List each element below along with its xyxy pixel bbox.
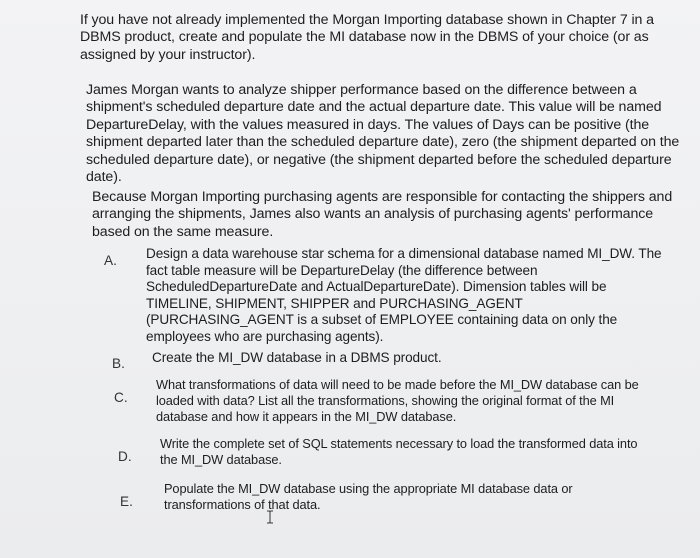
task-line: Design a data warehouse star schema for a dimensional database named MI_DW. The xyxy=(146,246,662,261)
scenario-line: James Morgan wants to analyze shipper performance based on the difference between a xyxy=(86,82,637,98)
task-a-marker: A. xyxy=(104,253,117,268)
task-line: Write the complete set of SQL statements necessary to load the transformed data into xyxy=(160,436,638,451)
task-line: the MI_DW database. xyxy=(160,452,282,467)
task-line: employees who are purchasing agents). xyxy=(146,328,384,344)
text-cursor-icon xyxy=(265,510,275,524)
task-c-marker: C. xyxy=(114,390,128,405)
task-line: fact table measure will be DepartureDelay (the difference between xyxy=(146,262,538,278)
task-line: transformations of that data. xyxy=(164,497,321,512)
intro-paragraph xyxy=(80,12,680,64)
task-line: database and how it appears in the MI_DW database. xyxy=(156,409,457,424)
scenario-line: shipment departed later than the scheduled departure date), zero (the shipment departed on the xyxy=(86,134,680,151)
task-line: (PURCHASING_AGENT is a subset of EMPLOYEE containing data on only the xyxy=(146,312,618,328)
intro-line: assigned by your instructor). xyxy=(80,46,256,63)
task-line: loaded with data? List all the transformations, showing the original format of the MI xyxy=(156,393,615,408)
scenario-line: DepartureDelay, with the values measured in days. The values of Days can be positive (the xyxy=(86,116,650,133)
task-a-text xyxy=(146,246,686,346)
task-line: Populate the MI_DW database using the appropriate MI database data or xyxy=(164,481,573,496)
task-line: What transformations of data will need to be made before the MI_DW database can be xyxy=(156,377,639,392)
scenario-line: scheduled departure date), or negative (the shipment departed before the scheduled departure xyxy=(86,151,672,168)
task-b-text xyxy=(152,350,672,367)
agents-paragraph xyxy=(92,189,682,241)
task-b-marker: B. xyxy=(112,356,125,371)
scenario-line: date). xyxy=(86,169,122,186)
intro-line: DBMS product, create and populate the MI database now in the DBMS of your choice (or as xyxy=(80,29,649,46)
task-line: TIMELINE, SHIPMENT, SHIPPER and PURCHASING_AGENT xyxy=(146,295,523,311)
task-d-text xyxy=(160,436,660,468)
agents-line: Because Morgan Importing purchasing agents are responsible for contacting the shippers and xyxy=(92,189,673,205)
task-e-marker: E. xyxy=(120,494,133,509)
scenario-paragraph xyxy=(86,82,686,186)
task-line: Create the MI_DW database in a DBMS product. xyxy=(152,350,442,365)
task-e-text xyxy=(164,481,664,513)
task-line: ScheduledDepartureDate and ActualDepartureDate). Dimension tables will be xyxy=(146,279,607,295)
task-c-text xyxy=(156,377,676,425)
agents-line: based on the same measure. xyxy=(92,223,274,240)
intro-line: If you have not already implemented the Morgan Importing database shown in Chapter 7 in a xyxy=(80,12,654,28)
task-d-marker: D. xyxy=(118,449,132,464)
scenario-line: shipment's scheduled departure date and the actual departure date. This value will be named xyxy=(86,99,662,116)
agents-line: arranging the shipments, James also wants an analysis of purchasing agents' performance xyxy=(92,206,654,223)
